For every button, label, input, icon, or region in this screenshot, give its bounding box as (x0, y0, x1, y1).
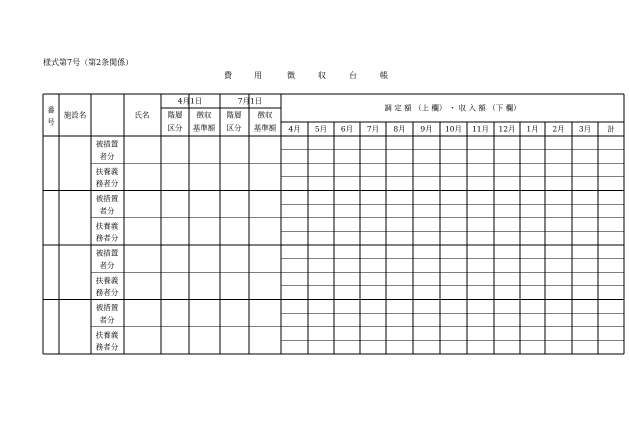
header-month: 10月 (444, 124, 463, 134)
header-month: 11月 (471, 124, 490, 134)
form-id: 様式第7号（第2条関係） (43, 58, 134, 67)
header-month: 12月 (498, 124, 516, 134)
support-label: 扶養義 (95, 330, 119, 340)
header-base: 基準額 (253, 123, 277, 133)
header-number: 番 (47, 105, 55, 115)
header-month: 5月 (314, 124, 328, 134)
covered-label: 被措置 (95, 194, 119, 204)
support-label: 務者分 (95, 179, 119, 189)
header-class: 区分 (167, 123, 183, 133)
covered-label: 者分 (99, 315, 115, 325)
title-char: 帳 (380, 71, 388, 80)
header-month: 2月 (552, 124, 565, 134)
support-label: 扶養義 (95, 275, 119, 285)
header-apr1-date: 4月1日 (177, 96, 203, 106)
support-label: 扶養義 (95, 166, 119, 176)
support-label: 務者分 (95, 233, 119, 243)
title-char: 収 (318, 71, 326, 80)
header-number: 号 (47, 117, 55, 127)
title-char: 用 (254, 71, 262, 80)
title-char: 費 (224, 71, 232, 80)
header-month: 9月 (420, 124, 433, 134)
header-name: 氏名 (134, 110, 150, 120)
header-jul1-date: 7月1日 (237, 96, 263, 106)
header-month: 7月 (366, 124, 380, 134)
header-base: 徴収 (196, 110, 212, 120)
header-class: 区分 (226, 123, 242, 133)
covered-label: 者分 (99, 206, 115, 216)
support-label: 務者分 (95, 288, 119, 298)
header-month: 6月 (340, 124, 354, 134)
header-month: 4月 (288, 124, 301, 134)
header-class: 階層 (226, 110, 242, 120)
header-base: 基準額 (192, 123, 216, 133)
covered-label: 被措置 (95, 139, 119, 149)
header-adjust-income: 調 定 額 （上 欄） ・ 収 入 額 （下 欄） (384, 103, 521, 113)
header-month: 1月 (526, 124, 539, 134)
header-month: 3月 (578, 124, 592, 134)
covered-label: 者分 (99, 151, 115, 161)
support-label: 扶養義 (95, 221, 119, 231)
header-month: 8月 (393, 124, 406, 134)
support-label: 務者分 (95, 342, 119, 352)
title-char: 台 (349, 71, 357, 80)
header-facility: 施設名 (63, 110, 87, 120)
covered-label: 被措置 (95, 303, 119, 313)
title-char: 徴 (287, 71, 295, 80)
header-class: 階層 (167, 110, 183, 120)
covered-label: 者分 (99, 260, 115, 270)
header-base: 徴収 (257, 110, 273, 120)
header-month: 計 (607, 124, 615, 134)
covered-label: 被措置 (95, 248, 119, 258)
